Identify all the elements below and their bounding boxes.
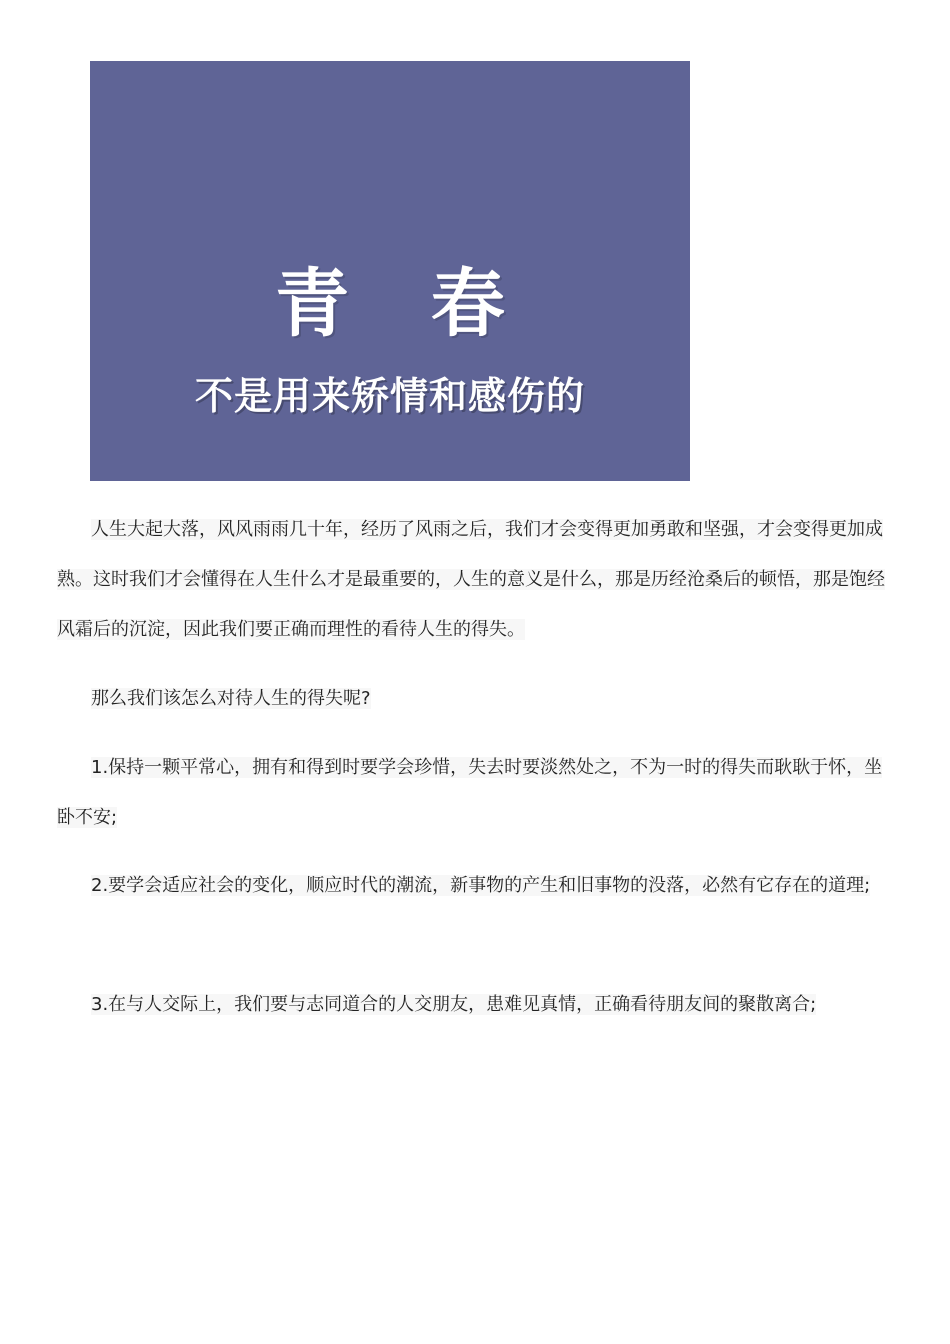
paragraph-intro-text: 人生大起大落，风风雨雨几十年，经历了风雨之后，我们才会变得更加勇敢和坚强，才会变得更加成熟。这时我们才会懂得在人生什么才是最重要的，人生的意义是什么，那是历经沧桑后的顿悟，那是饱经风霜后的沉淀，因此我们要正确而理性的看待人生的得失。 (57, 519, 885, 640)
list-item-2-text: 2.要学会适应社会的变化，顺应时代的潮流，新事物的产生和旧事物的没落，必然有它存在的道理; (91, 875, 871, 896)
paragraph-question (57, 674, 887, 724)
list-item-3-text: 3.在与人交际上，我们要与志同道合的人交朋友，患难见真情，正确看待朋友间的聚散离合; (91, 994, 817, 1015)
banner-subtitle: 不是用来矫情和感伤的 (194, 374, 585, 418)
list-item-3 (57, 980, 887, 1030)
list-item-1-text: 1.保持一颗平常心，拥有和得到时要学会珍惜，失去时要淡然处之，不为一时的得失而耿耿于怀，坐卧不安; (57, 757, 883, 828)
paragraph-question-text: 那么我们该怎么对待人生的得失呢? (91, 688, 371, 709)
banner-title: 青 春 (275, 261, 533, 347)
list-item-1 (57, 743, 887, 843)
banner-image (90, 61, 690, 481)
paragraph-intro (57, 505, 887, 655)
list-item-2 (57, 861, 887, 911)
